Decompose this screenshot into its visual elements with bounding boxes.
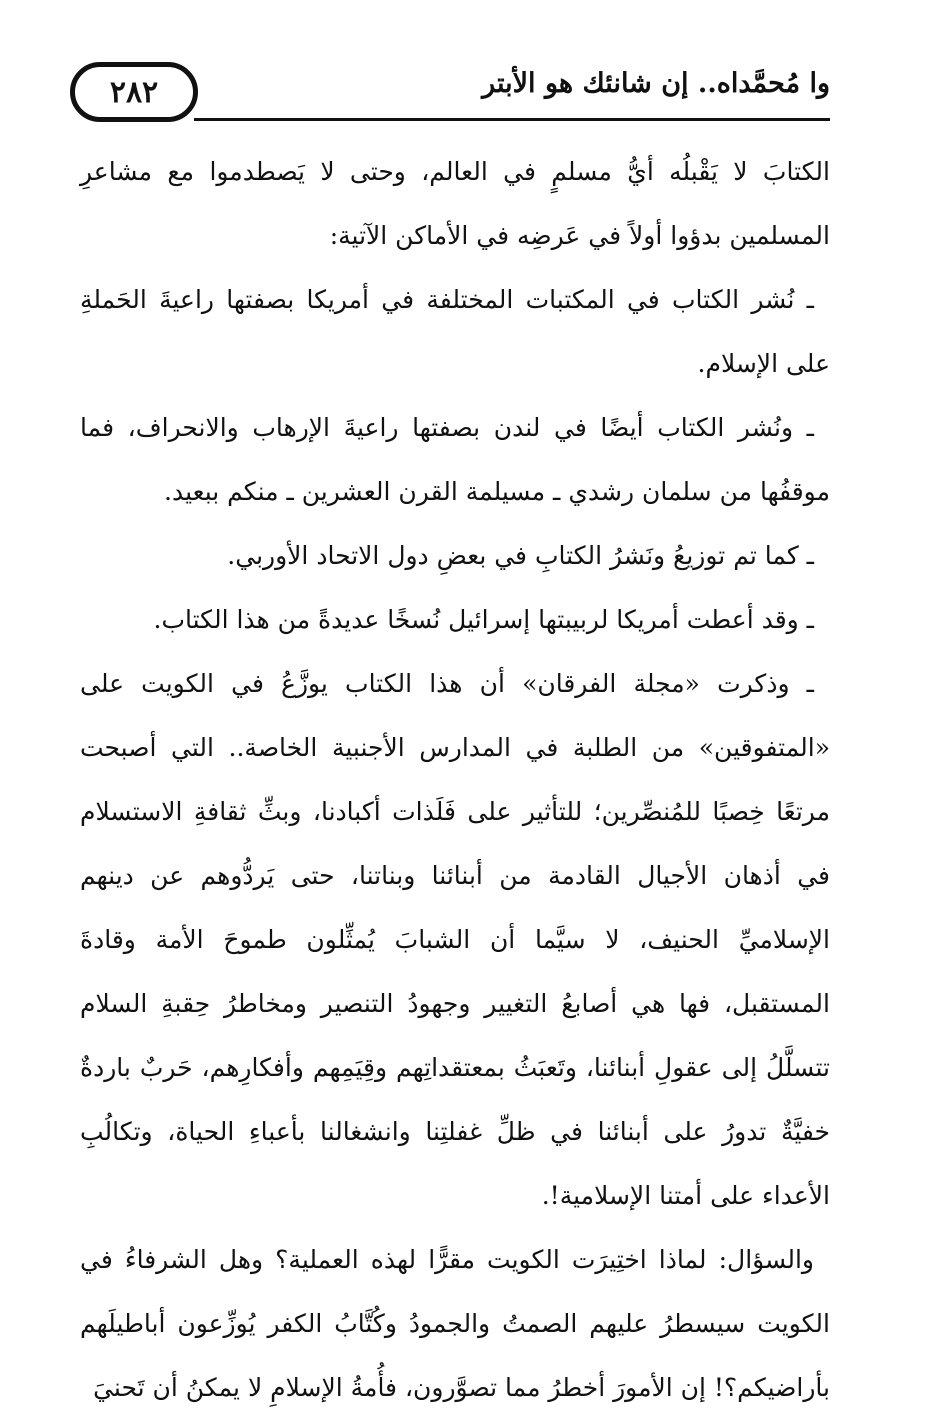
- paragraph-question: والسؤال: لماذا اختِيرَت الكويت مقرًّا لهذه العملية؟ وهل الشرفاءُ في الكويت سيسطرُ عليهم الصمتُ والجمودُ وكُتَّابُ الكفر يُوزِّعون أباطيلَهم بأراضيكم؟! إن الأمورَ أخطرُ مما تصوَّرون، فأُمةُ الإسلامِ لا يمكنُ أن تَحنيَ: [80, 1245, 830, 1402]
- page-body: [80, 140, 830, 1420]
- list-item-america: ـ نُشر الكتاب في المكتبات المختلفة في أمريكا بصفتها راعيةَ الحَملةِ على الإسلام.: [80, 285, 830, 378]
- page-header: [70, 62, 830, 124]
- list-item-london: ـ ونُشر الكتاب أيضًا في لندن بصفتها راعيةَ الإرهاب والانحراف، فما موقفُها من سلمان رشدي ـ مسيلمة القرن العشرين ـ منكم ببعيد.: [80, 413, 830, 506]
- list-item-israel: ـ وقد أعطت أمريكا لربيبتها إسرائيل نُسخًا عديدةً من هذا الكتاب.: [153, 605, 814, 634]
- running-title: وا مُحمَّداه.. إن شانئك هو الأبتر: [482, 68, 830, 99]
- list-item-kuwait: ـ وذكرت «مجلة الفرقان» أن هذا الكتاب يوزَّعُ في الكويت على «المتفوقين» من الطلبة في المدارس الأجنبية الخاصة.. التي أصبحت مرتعًا خِصبًا للمُنصِّرين؛ للتأثير على فَلَذات أكبادنا، وبثِّ ثقافةِ الاستسلام في أذهان الأجيال القادمة من أبنائنا وبناتنا، حتى يَردُّوهم عن دينهم الإسلاميِّ الحنيف، لا سيَّما أن الشبابَ يُمثِّلون طموحَ الأمة وقادةَ المستقبل، فها هي أصابعُ التغيير وجهودُ التنصير ومخاطرُ حِقبةِ السلام تتسلَّلُ إلى عقولِ أبنائنا، وتَعبَثُ بمعتقداتِهم وقِيَمِهم وأفكارِهم، حَربٌ باردةٌ خفيَّةٌ تدورُ على أبنائنا في ظلِّ غفلتِنا وانشغالنا بأعباءِ الحياة، وتكالُبِ الأعداء على أمتنا الإسلامية!.: [80, 669, 830, 1210]
- header-rule: [194, 118, 830, 121]
- list-item-europe: ـ كما تم توزيعُ ونَشرُ الكتابِ في بعضِ دول الاتحاد الأوربي.: [227, 541, 814, 570]
- page-footer: [0, 1267, 942, 1367]
- paragraph-intro: الكتابَ لا يَقْبلُه أيُّ مسلمٍ في العالم، وحتى لا يَصطدموا مع مشاعرِ المسلمين بدؤوا أولاً في عَرضِه في الأماكن الآتية:: [80, 157, 830, 250]
- page-number: ٢٨٢: [70, 62, 198, 122]
